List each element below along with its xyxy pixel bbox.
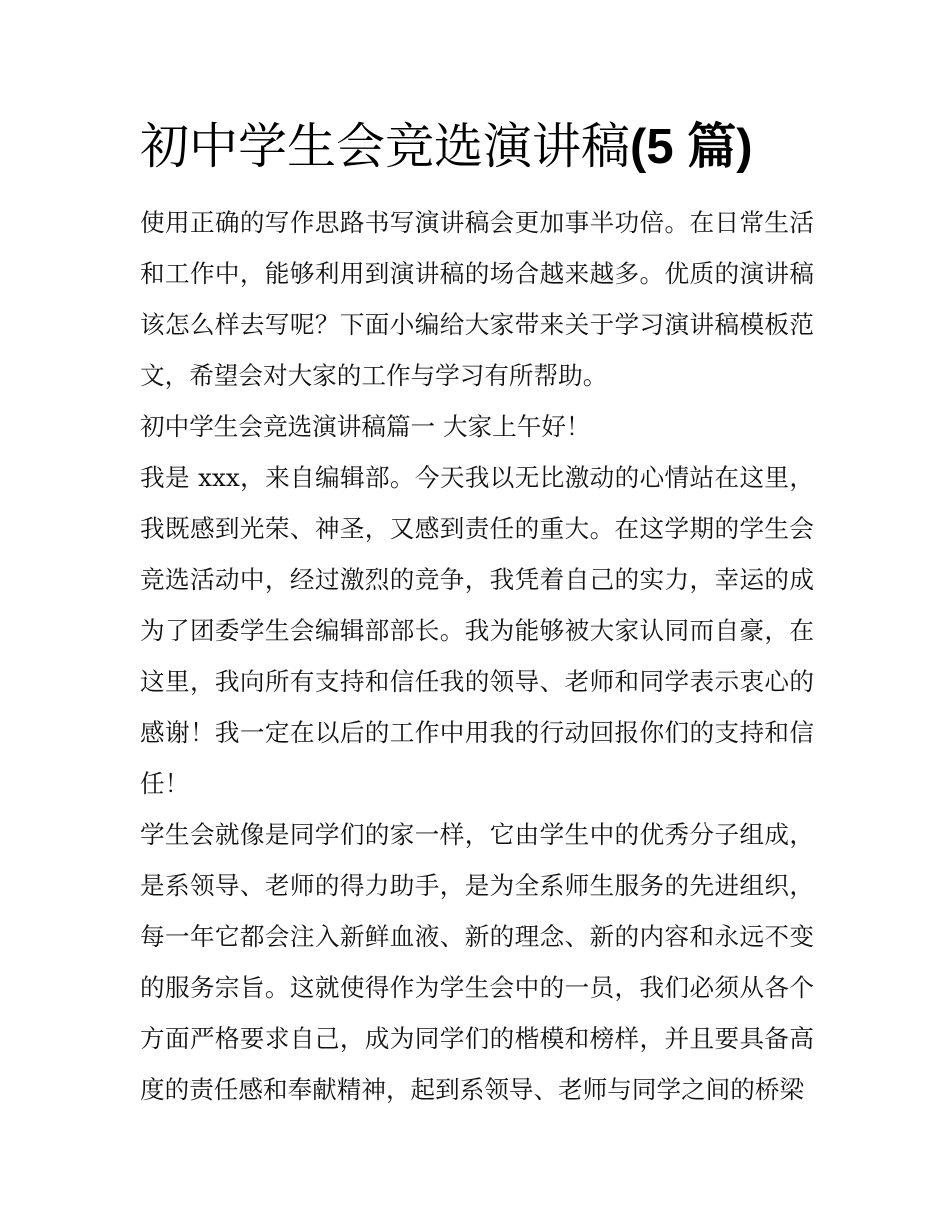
body-paragraph-1: 我是 xxx，来自编辑部。今天我以无比激动的心情站在这里，我既感到光荣、神圣，又感到责任的重大。在这学期的学生会竞选活动中，经过激烈的竞争，我凭着自己的实力，幸运的成为了团委学生会编辑部部长。我为能够被大家认同而自豪，在这里，我向所有支持和信任我的领导、老师和同学表示衷心的感谢！我一定在以后的工作中用我的行动回报你们的支持和信任！ xyxy=(140,463,814,798)
title-text: 初中学生会竞选演讲稿 xyxy=(140,118,631,175)
title-count: (5 篇) xyxy=(630,120,753,174)
document-body xyxy=(140,197,814,1115)
body-paragraph-2: 学生会就像是同学们的家一样，它由学生中的优秀分子组成，是系领导、老师的得力助手，是为全系师生服务的先进组织，每一年它都会注入新鲜血液、新的理念、新的内容和永远不变的服务宗旨。这就使得作为学生会中的一员，我们必须从各个方面严格要求自己，成为同学们的楷模和榜样，并且要具备高度的责任感和奉献精神，起到系领导、老师与同学之间的桥梁 xyxy=(140,820,814,1104)
document-title xyxy=(140,112,820,182)
intro-paragraph: 使用正确的写作思路书写演讲稿会更加事半功倍。在日常生活和工作中，能够利用到演讲稿的场合越来越多。优质的演讲稿该怎么样去写呢？下面小编给大家带来关于学习演讲稿模板范文，希望会对大家的工作与学习有所帮助。 xyxy=(140,208,814,390)
speech-heading-paragraph: 初中学生会竞选演讲稿篇一 大家上午好！ xyxy=(140,412,591,441)
